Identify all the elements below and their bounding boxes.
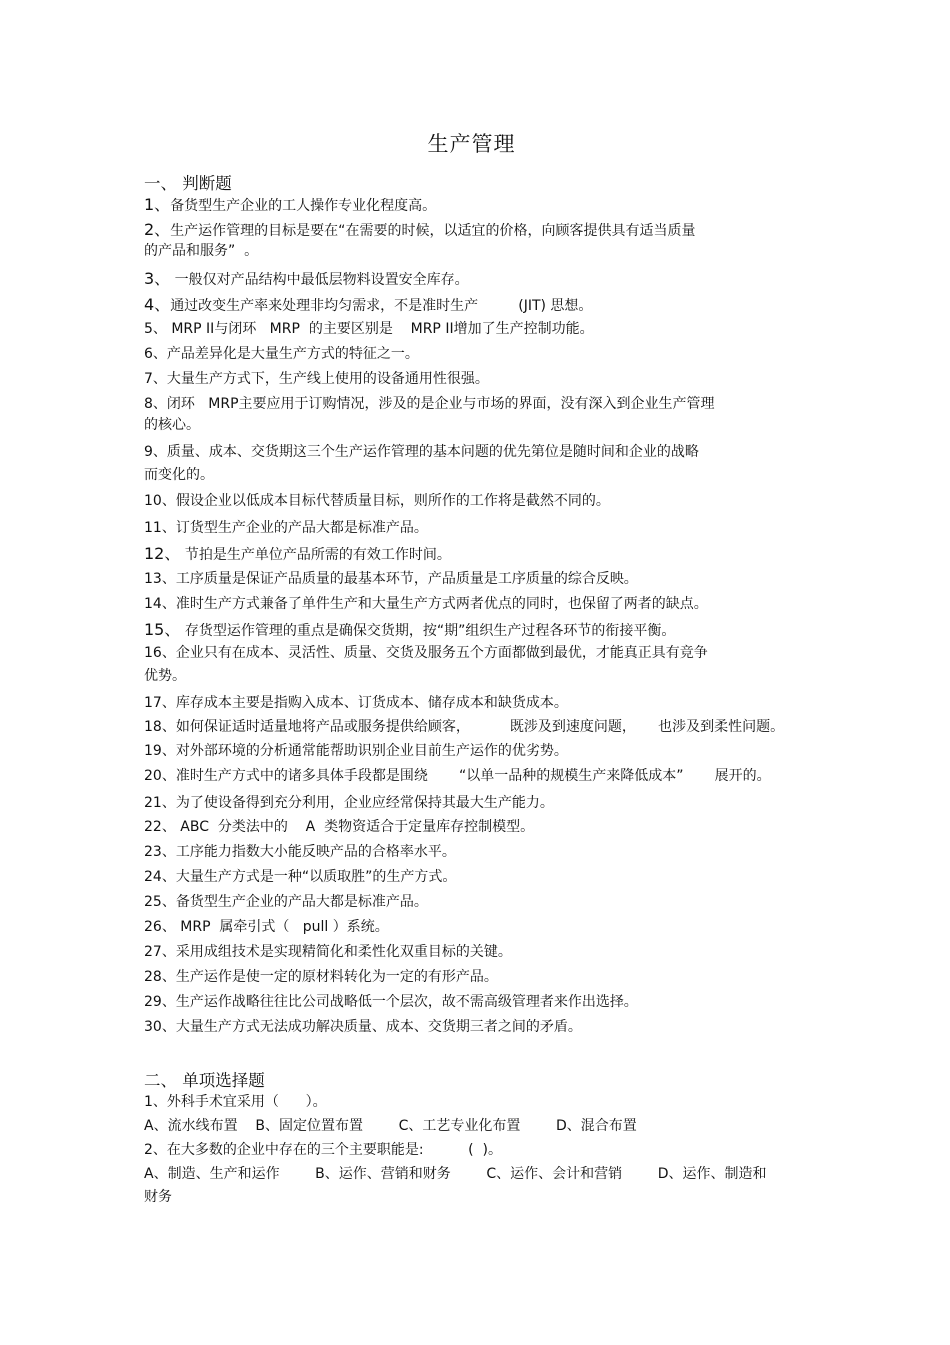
choice-line: 2、在大多数的企业中存在的三个主要职能是: ( )。 [144, 1142, 502, 1158]
judgement-line [144, 372, 489, 386]
judgement-line [144, 845, 456, 859]
judgement-line [144, 769, 771, 783]
item-number: 2、 [144, 220, 171, 239]
item-text: 16、企业只有在成本、灵活性、质量、交货及服务五个方面都做到最优，才能真正具有竞争 [144, 645, 708, 661]
choice-line: 财务 [144, 1189, 172, 1205]
item-text: 22、 ABC 分类法中的 A 类物资适合于定量库存控制模型。 [144, 819, 535, 835]
judgement-line [144, 920, 389, 934]
item-number: 3、 [144, 269, 171, 288]
item-text: 30、大量生产方式无法成功解决质量、成本、交货期三者之间的矛盾。 [144, 1019, 582, 1035]
item-text: 9、质量、成本、交货期这三个生产运作管理的基本问题的优先第位是随时间和企业的战略 [144, 444, 699, 460]
judgement-line [144, 445, 699, 459]
item-text: 而变化的。 [144, 467, 214, 483]
judgement-line [144, 521, 428, 535]
item-text: 25、备货型生产企业的产品大都是标准产品。 [144, 894, 428, 910]
item-text: 24、大量生产方式是一种“以质取胜”的生产方式。 [144, 869, 457, 885]
item-text: 17、库存成本主要是指购入成本、订货成本、储存成本和缺货成本。 [144, 695, 568, 711]
judgement-line [144, 744, 568, 758]
item-text: 6、产品差异化是大量生产方式的特征之一。 [144, 346, 419, 362]
judgement-line [144, 322, 594, 336]
item-text: 10、假设企业以低成本目标代替质量目标，则所作的工作将是截然不同的。 [144, 493, 610, 509]
item-text: 21、为了使设备得到充分利用，企业应经常保持其最大生产能力。 [144, 795, 554, 811]
judgement-line [144, 870, 456, 884]
item-text: 优势。 [144, 668, 186, 684]
judgement-line [144, 222, 695, 238]
item-text: 备货型生产企业的工人操作专业化程度高。 [170, 198, 437, 214]
item-text: 27、采用成组技术是实现精简化和柔性化双重目标的关键。 [144, 944, 512, 960]
item-text: 节拍是生产单位产品所需的有效工作时间。 [180, 547, 451, 563]
judgement-line [144, 796, 554, 810]
judgement-line [144, 622, 675, 638]
item-text: 26、 MRP 属牵引式（ pull ）系统。 [144, 919, 389, 935]
judgement-line [144, 646, 708, 660]
judgement-line [144, 197, 436, 213]
item-text: 8、闭环 MRP主要应用于订购情况，涉及的是企业与市场的界面，没有深入到企业生产管理 [144, 396, 715, 412]
page-title: 生产管理 [427, 132, 516, 156]
judgement-line [144, 995, 638, 1009]
judgement-line [144, 397, 715, 411]
judgement-line [144, 720, 784, 734]
judgement-line [144, 970, 498, 984]
choice-line: 1、外科手术宜采用（ ）。 [144, 1094, 327, 1110]
item-text: 13、工序质量是保证产品质量的最基本环节，产品质量是工序质量的综合反映。 [144, 571, 638, 587]
item-text: 14、准时生产方式兼备了单件生产和大量生产方式两者优点的同时，也保留了两者的缺点。 [144, 596, 708, 612]
choice-line: A、流水线布置 B、固定位置布置 C、工艺专业化布置 D、混合布置 [144, 1118, 637, 1134]
item-text: 5、 MRP II与闭环 MRP 的主要区别是 MRP II增加了生产控制功能。 [144, 321, 594, 337]
judgement-line [144, 297, 592, 313]
item-text: 19、对外部环境的分析通常能帮助识别企业目前生产运作的优劣势。 [144, 743, 568, 759]
item-text: 20、准时生产方式中的诸多具体手段都是围绕 “以单一品种的规模生产来降低成本” 展开的。 [144, 768, 771, 784]
item-text: 28、生产运作是使一定的原材料转化为一定的有形产品。 [144, 969, 498, 985]
judgement-line [144, 244, 258, 258]
judgement-line [144, 696, 568, 710]
judgement-line [144, 895, 428, 909]
item-text: 的产品和服务” 。 [144, 243, 259, 259]
choice-line: A、制造、生产和运作 B、运作、营销和财务 C、运作、会计和营销 D、运作、制造和 [144, 1166, 767, 1182]
item-number: 15、 [144, 620, 181, 639]
item-text: 23、工序能力指数大小能反映产品的合格率水平。 [144, 844, 456, 860]
item-text: 生产运作管理的目标是要在“在需要的时候，以适宜的价格，向顾客提供具有适当质量 [170, 223, 696, 239]
judgement-line [144, 418, 200, 432]
judgement-line [144, 494, 610, 508]
judgement-line [144, 945, 512, 959]
item-text: 18、如何保证适时适量地将产品或服务提供给顾客， 既涉及到速度问题， 也涉及到柔性问题。 [144, 719, 785, 735]
section-heading-single-choice: 二、 单项选择题 [144, 1071, 265, 1090]
judgement-line [144, 1020, 582, 1034]
item-number: 12、 [144, 544, 181, 563]
item-text: 11、订货型生产企业的产品大都是标准产品。 [144, 520, 428, 536]
item-text: 的核心。 [144, 417, 200, 433]
judgement-line [144, 271, 469, 287]
section-heading-judgement: 一、 判断题 [144, 174, 232, 193]
item-number: 4、 [144, 295, 171, 314]
judgement-line [144, 820, 534, 834]
judgement-line [144, 572, 638, 586]
judgement-line [144, 468, 214, 482]
item-text: 存货型运作管理的重点是确保交货期，按“期”组织生产过程各环节的衔接平衡。 [180, 623, 676, 639]
judgement-line [144, 597, 708, 611]
item-number: 1、 [144, 195, 171, 214]
item-text: 7、大量生产方式下，生产线上使用的设备通用性很强。 [144, 371, 489, 387]
judgement-line [144, 669, 186, 683]
item-text: 通过改变生产率来处理非均匀需求，不是准时生产 (JIT) 思想。 [170, 298, 593, 314]
judgement-line [144, 347, 419, 361]
item-text: 29、生产运作战略往往比公司战略低一个层次，故不需高级管理者来作出选择。 [144, 994, 638, 1010]
item-text: 一般仅对产品结构中最低层物料设置安全库存。 [170, 272, 469, 288]
judgement-line [144, 546, 451, 562]
